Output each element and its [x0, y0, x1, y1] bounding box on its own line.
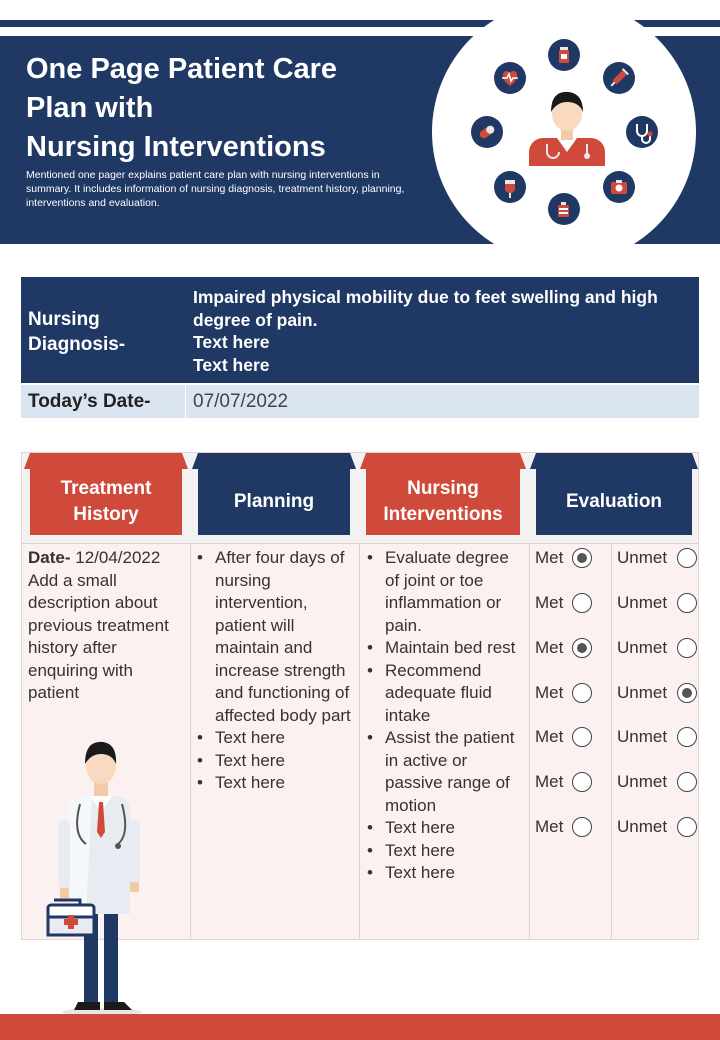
date-value: 07/07/2022 — [193, 391, 289, 412]
treatment-date-value: 12/04/2022 — [75, 548, 161, 567]
header-divider — [22, 543, 698, 544]
unmet-label: Unmet — [617, 683, 668, 702]
evaluation-met-option — [535, 592, 609, 614]
column-divider — [611, 543, 612, 939]
list-item: • Maintain bed rest — [367, 637, 527, 660]
list-item: • Text here — [367, 840, 527, 863]
evaluation-met-option — [535, 726, 609, 748]
unmet-label: Unmet — [617, 593, 668, 612]
met-label: Met — [535, 638, 564, 657]
bottom-accent-bar — [0, 1014, 720, 1040]
column-divider — [190, 543, 191, 939]
evaluation-met-option — [535, 637, 609, 659]
met-radio[interactable] — [572, 772, 592, 792]
evaluation-unmet-option — [617, 637, 699, 659]
iv-bag-icon — [494, 171, 526, 203]
list-item: • Text here — [197, 772, 357, 795]
met-radio[interactable] — [572, 638, 592, 658]
evaluation-met-option — [535, 771, 609, 793]
doctor-illustration — [44, 740, 154, 1016]
pills-icon — [548, 193, 580, 225]
unmet-radio[interactable] — [677, 683, 697, 703]
planning-cell — [197, 547, 357, 795]
interventions-cell — [367, 547, 527, 885]
nurse-avatar — [527, 88, 607, 166]
planning-tab — [192, 453, 356, 469]
syringe-icon — [603, 62, 635, 94]
diagnosis-label: Nursing Diagnosis- — [28, 309, 126, 355]
evaluation-met-option — [535, 816, 609, 838]
evaluation-unmet-option — [617, 816, 699, 838]
unmet-radio[interactable] — [677, 638, 697, 658]
camera-icon — [603, 171, 635, 203]
met-radio[interactable] — [572, 548, 592, 568]
page-title: One Page Patient Care Plan with Nursing Interventions — [26, 53, 338, 163]
treatment-history-header: Treatment History — [30, 469, 182, 535]
unmet-label: Unmet — [617, 548, 668, 567]
unmet-label: Unmet — [617, 772, 668, 791]
evaluation-unmet-option — [617, 771, 699, 793]
column-divider — [529, 543, 530, 939]
met-radio[interactable] — [572, 593, 592, 613]
unmet-label: Unmet — [617, 817, 668, 836]
list-item: • Assist the patient in active or passive range of motion — [367, 727, 527, 817]
evaluation-header: Evaluation — [536, 469, 692, 535]
list-item: • Evaluate degree of joint or toe inflammation or pain. — [367, 547, 527, 637]
evaluation-unmet-option — [617, 547, 699, 569]
list-item: • Recommend adequate fluid intake — [367, 660, 527, 728]
evaluation-tab — [530, 453, 698, 469]
evaluation-unmet-option — [617, 592, 699, 614]
medicine-bottle-icon — [548, 39, 580, 71]
met-radio[interactable] — [572, 727, 592, 747]
nursing-diagnosis-block — [21, 277, 699, 383]
unmet-radio[interactable] — [677, 727, 697, 747]
unmet-radio[interactable] — [677, 548, 697, 568]
diagnosis-text: Impaired physical mobility due to feet swelling and high degree of pain. Text here Text here — [193, 287, 658, 375]
list-item: • Text here — [367, 817, 527, 840]
met-label: Met — [535, 593, 564, 612]
met-label: Met — [535, 817, 564, 836]
todays-date-row — [21, 385, 699, 418]
column-divider — [359, 543, 360, 939]
unmet-radio[interactable] — [677, 772, 697, 792]
evaluation-met-option — [535, 682, 609, 704]
evaluation-met-option — [535, 547, 609, 569]
treatment-tab — [24, 453, 188, 469]
list-item: • Text here — [197, 750, 357, 773]
page-subtitle: Mentioned one pager explains patient care plan with nursing interventions in summary. It includes information of nursing diagnosis, treatment history, planning, interventions and evaluation. — [26, 169, 405, 209]
evaluation-unmet-option — [617, 682, 699, 704]
met-label: Met — [535, 727, 564, 746]
stethoscope-icon — [626, 116, 658, 148]
nursing-interventions-header: Nursing Interventions — [366, 469, 520, 535]
met-radio[interactable] — [572, 817, 592, 837]
interventions-tab — [360, 453, 526, 469]
met-radio[interactable] — [572, 683, 592, 703]
met-label: Met — [535, 772, 564, 791]
met-label: Met — [535, 683, 564, 702]
unmet-radio[interactable] — [677, 593, 697, 613]
met-label: Met — [535, 548, 564, 567]
unmet-label: Unmet — [617, 727, 668, 746]
heartbeat-icon — [494, 62, 526, 94]
capsule-icon — [471, 116, 503, 148]
treatment-date-label: Date- — [28, 548, 71, 567]
treatment-history-cell — [28, 547, 186, 705]
evaluation-unmet-option — [617, 726, 699, 748]
planning-header: Planning — [198, 469, 350, 535]
list-item: • Text here — [197, 727, 357, 750]
date-label: Today’s Date- — [21, 385, 186, 418]
treatment-description: Add a small description about previous treatment history after enquiring with patient — [28, 570, 169, 702]
unmet-label: Unmet — [617, 638, 668, 657]
list-item: • After four days of nursing intervention, patient will maintain and increase strength and functioning of affected body part — [197, 547, 357, 727]
list-item: • Text here — [367, 862, 527, 885]
unmet-radio[interactable] — [677, 817, 697, 837]
